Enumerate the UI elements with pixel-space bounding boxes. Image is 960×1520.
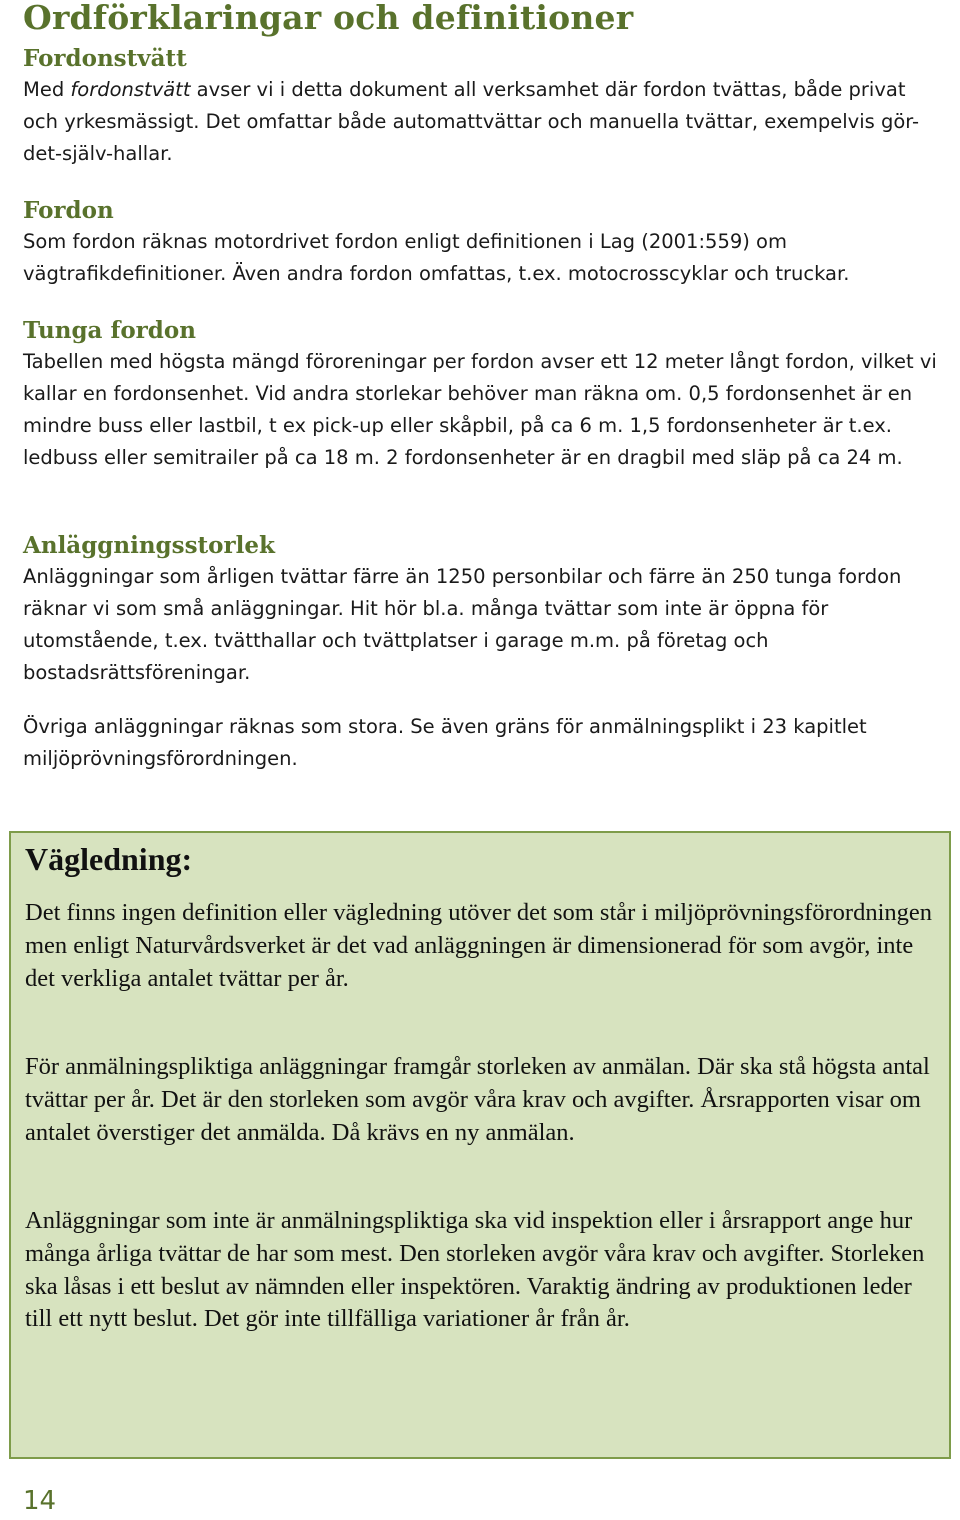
guidance-paragraph-3: Anläggningar som inte är anmälningspliktiga ska vid inspektion eller i årsrapport ange hur många årliga tvättar de har som mest. Den storleken avgör våra krav och avgifter. Storleken ska låsas i ett beslut av nämnden eller inspektören. Varaktig ändring av produktionen leder till ett nytt beslut. Det gör inte tillfälliga variationer år från år. <box>25 1207 925 1333</box>
definition-ovriga-anlaggningar: Övriga anläggningar räknas som stora. Se även gräns för anmälningsplikt i 23 kapitlet miljöprövningsförordningen. <box>23 715 867 770</box>
heading-anlaggningsstorlek: Anläggningsstorlek <box>23 532 275 559</box>
section-fordonstvatt <box>23 44 943 170</box>
guidance-title: Vägledning: <box>25 841 193 877</box>
definition-tunga-fordon: Tabellen med högsta mängd föroreningar per fordon avser ett 12 meter långt fordon, vilket vi kallar en fordonsenhet. Vid andra storlekar behöver man räkna om. 0,5 fordonsenhet är en mindre buss eller lastbil, t ex pick-up eller skåpbil, på ca 6 m. 1,5 fordonsenheter är t.ex. ledbuss eller semitrailer på ca 18 m. 2 fordonsenheter är en dragbil med släp på ca 24 m. <box>23 350 937 469</box>
page-number: 14 <box>23 1486 57 1516</box>
section-fordon <box>23 196 943 290</box>
guidance-box <box>9 831 951 1459</box>
text-after: avser vi i detta dokument all verksamhet där fordon tvättas, både privat och yrkesmässigt. Det omfattar både automattvättar och manuella tvättar, exempelvis gör-det-själv-hallar. <box>23 78 920 165</box>
page-title: Ordförklaringar och definitioner <box>23 0 634 37</box>
section-anlaggningsstorlek <box>23 531 943 775</box>
text-before: Med <box>23 78 71 101</box>
definition-fordon: Som fordon räknas motordrivet fordon enligt definitionen i Lag (2001:559) om vägtrafikdefinitioner. Även andra fordon omfattas, t.ex. motocrosscyklar och truckar. <box>23 230 850 285</box>
heading-fordonstvatt: Fordonstvätt <box>23 45 187 72</box>
definition-anlaggningsstorlek: Anläggningar som årligen tvättar färre än 1250 personbilar och färre än 250 tunga fordon räknar vi som små anläggningar. Hit hör bl.a. många tvättar som inte är öppna för utomstående, t.ex. tvätthallar och tvättplatser i garage m.m. på företag och bostadsrättsföreningar. <box>23 565 902 684</box>
guidance-paragraph-2: För anmälningspliktiga anläggningar framgår storleken av anmälan. Där ska stå högsta antal tvättar per år. Det är den storleken som avgör våra krav och avgifter. Årsrapporten visar om antalet överstiger det anmälda. Då krävs en ny anmälan. <box>25 1053 930 1146</box>
guidance-paragraph-1: Det finns ingen definition eller vägledning utöver det som står i miljöprövningsförordningen men enligt Naturvårdsverket är det vad anläggningen är dimensionerad för som avgör, inte det verkliga antalet tvättar per år. <box>25 899 933 992</box>
emphasized-term: fordonstvätt <box>70 78 191 101</box>
heading-fordon: Fordon <box>23 197 114 224</box>
section-tunga-fordon <box>23 316 943 474</box>
definition-fordonstvatt <box>23 74 943 170</box>
heading-tunga-fordon: Tunga fordon <box>23 317 196 344</box>
